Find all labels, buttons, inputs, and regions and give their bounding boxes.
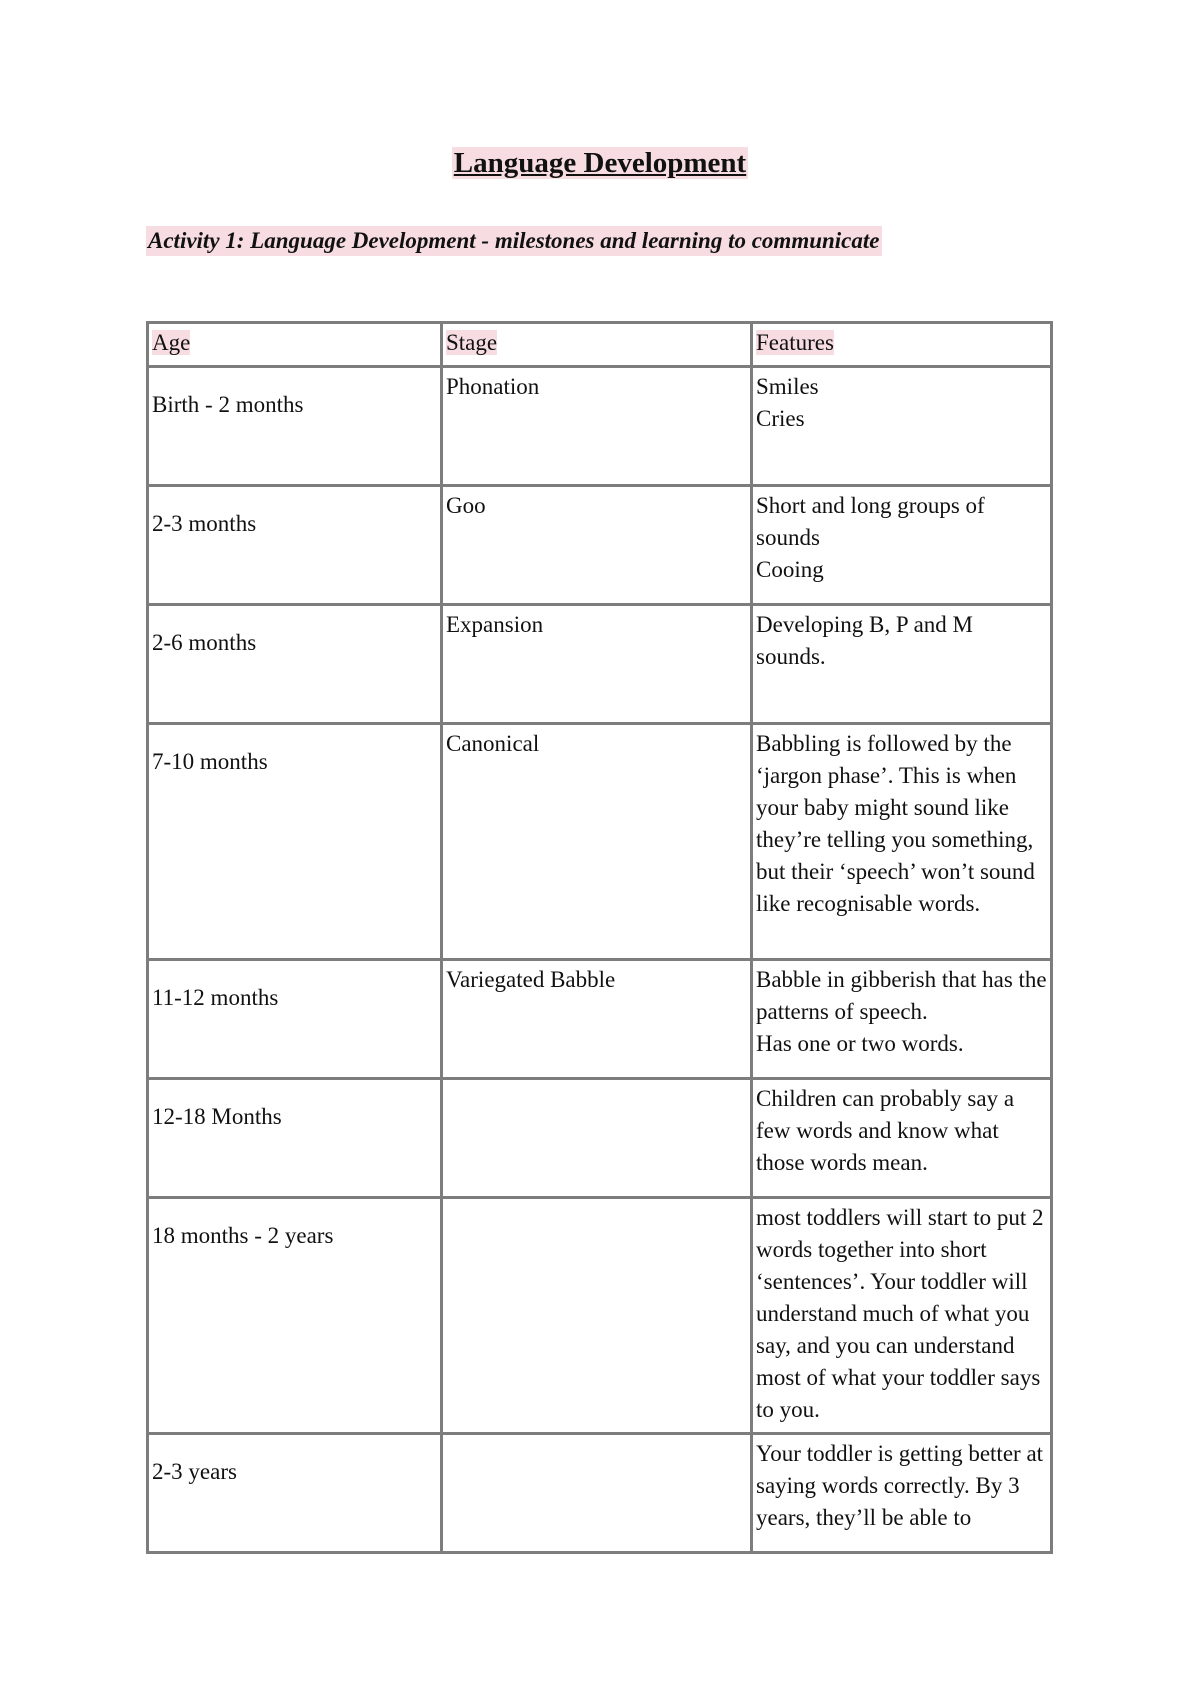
age-cell: Birth - 2 months [148, 367, 442, 486]
stage-cell [442, 1434, 752, 1553]
age-cell: 2-6 months [148, 605, 442, 724]
feature-line: Short and long groups of sounds [756, 493, 985, 550]
age-cell: 12-18 Months [148, 1079, 442, 1198]
features-cell [752, 486, 1052, 605]
stage-cell: Phonation [442, 367, 752, 486]
table-row [148, 486, 1052, 605]
stage-cell [442, 1079, 752, 1198]
features-cell [752, 367, 1052, 486]
table-header-row [148, 323, 1052, 367]
table-row [148, 724, 1052, 960]
age-cell: 2-3 years [148, 1434, 442, 1553]
feature-line: Smiles [756, 374, 819, 399]
age-cell: 11-12 months [148, 960, 442, 1079]
milestones-table [146, 321, 1053, 1554]
feature-line: Cries [756, 406, 805, 431]
table-row [148, 1198, 1052, 1434]
header-stage: Stage [442, 323, 752, 367]
age-cell: 18 months - 2 years [148, 1198, 442, 1434]
stage-cell: Canonical [442, 724, 752, 960]
age-cell: 2-3 months [148, 486, 442, 605]
features-cell [752, 724, 1052, 960]
table-row [148, 1079, 1052, 1198]
page-title: Language Development [453, 147, 747, 179]
feature-line: Babble in gibberish that has the patterns of speech. [756, 967, 1047, 1024]
header-age: Age [148, 323, 442, 367]
table-row [148, 1434, 1052, 1553]
feature-line: Cooing [756, 557, 824, 582]
stage-cell: Goo [442, 486, 752, 605]
feature-line: Children can probably say a few words and know what those words mean. [756, 1086, 1015, 1175]
header-features: Features [752, 323, 1052, 367]
page-title-wrapper [0, 144, 1200, 182]
stage-cell: Expansion [442, 605, 752, 724]
activity-heading: Activity 1: Language Development - milestones and learning to communicate [146, 226, 882, 256]
features-cell [752, 1198, 1052, 1434]
age-cell: 7-10 months [148, 724, 442, 960]
feature-line: Babbling is followed by the ‘jargon phase’. This is when your baby might sound like they’re telling you something, but their ‘speech’ won’t sound like recognisable words. [756, 731, 1035, 916]
feature-line: Your toddler is getting better at saying words correctly. By 3 years, they’ll be able to [756, 1441, 1044, 1530]
feature-line: Has one or two words. [756, 1031, 964, 1056]
table-row [148, 960, 1052, 1079]
feature-line: Developing B, P and M sounds. [756, 612, 973, 669]
features-cell [752, 1434, 1052, 1553]
stage-cell: Variegated Babble [442, 960, 752, 1079]
features-cell [752, 605, 1052, 724]
table-row [148, 605, 1052, 724]
feature-line: most toddlers will start to put 2 words together into short ‘sentences’. Your toddler will understand much of what you say, and you can understand most of what your toddler says to you. [756, 1205, 1044, 1422]
stage-cell [442, 1198, 752, 1434]
features-cell [752, 960, 1052, 1079]
table-row [148, 367, 1052, 486]
features-cell [752, 1079, 1052, 1198]
